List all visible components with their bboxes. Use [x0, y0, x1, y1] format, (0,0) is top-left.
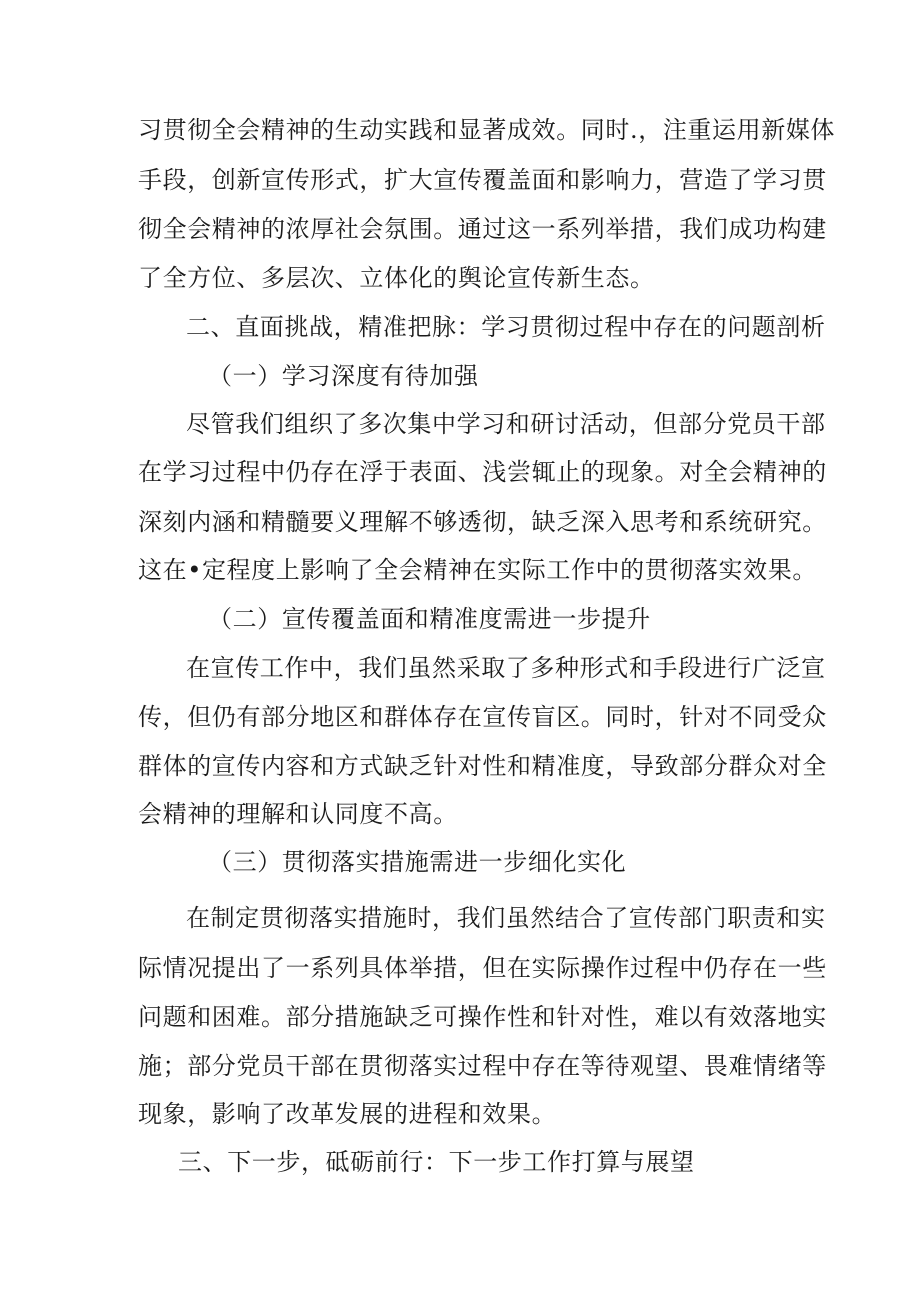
paragraph-line: 了全方位、多层次、立体化的舆论宣传新生态。: [138, 264, 655, 292]
paragraph-line: 手段，创新宣传形式，扩大宣传覆盖面和影响力，营造了学习贯: [138, 166, 827, 194]
paragraph-line: 在制定贯彻落实措施时，我们虽然结合了宣传部门职责和实: [186, 904, 826, 932]
paragraph-line: 习贯彻全会精神的生动实践和显著成效。同时.，注重运用新媒体: [138, 116, 836, 144]
paragraph-line: 彻全会精神的浓厚社会氛围。通过这一系列举措，我们成功构建: [138, 215, 827, 243]
section-heading-2: 二、直面挑战，精准把脉：学习贯彻过程中存在的问题剖析: [186, 313, 826, 341]
paragraph-line: 尽管我们组织了多次集中学习和研讨活动，但部分党员干部: [186, 410, 826, 438]
paragraph-line: 传，但仍有部分地区和群体存在宣传盲区。同时，针对不同受众: [138, 703, 827, 731]
paragraph-line: 际情况提出了一系列具体举措，但在实际操作过程中仍存在一些: [138, 954, 827, 982]
paragraph-line: 现象，影响了改革发展的进程和效果。: [138, 1100, 557, 1128]
paragraph-line: 施；部分党员干部在贯彻落实过程中存在等待观望、畏难情绪等: [138, 1052, 827, 1080]
subsection-heading-2: （二）宣传覆盖面和精准度需进一步提升: [208, 605, 651, 633]
section-heading-3: 三、下一步，砥砺前行：下一步工作打算与展望: [178, 1148, 695, 1176]
subsection-heading-1: （一）学习深度有待加强: [208, 362, 479, 390]
paragraph-line: 深刻内涵和精髓要义理解不够透彻，缺乏深入思考和系统研究。: [138, 508, 827, 536]
paragraph-line: 群体的宣传内容和方式缺乏针对性和精准度，导致部分群众对全: [138, 752, 827, 780]
paragraph-line: 这在•定程度上影响了全会精神在实际工作中的贯彻落实效果。: [138, 556, 817, 584]
paragraph-line: 问题和困难。部分措施缺乏可操作性和针对性，难以有效落地实: [138, 1003, 827, 1031]
paragraph-line: 在学习过程中仍存在浮于表面、浅尝辄止的现象。对全会精神的: [138, 458, 827, 486]
paragraph-line: 会精神的理解和认同度不高。: [138, 800, 458, 828]
paragraph-line: 在宣传工作中，我们虽然采取了多种形式和手段进行广泛宣: [186, 654, 826, 682]
subsection-heading-3: （三）贯彻落实措施需进一步细化实化: [208, 848, 627, 876]
